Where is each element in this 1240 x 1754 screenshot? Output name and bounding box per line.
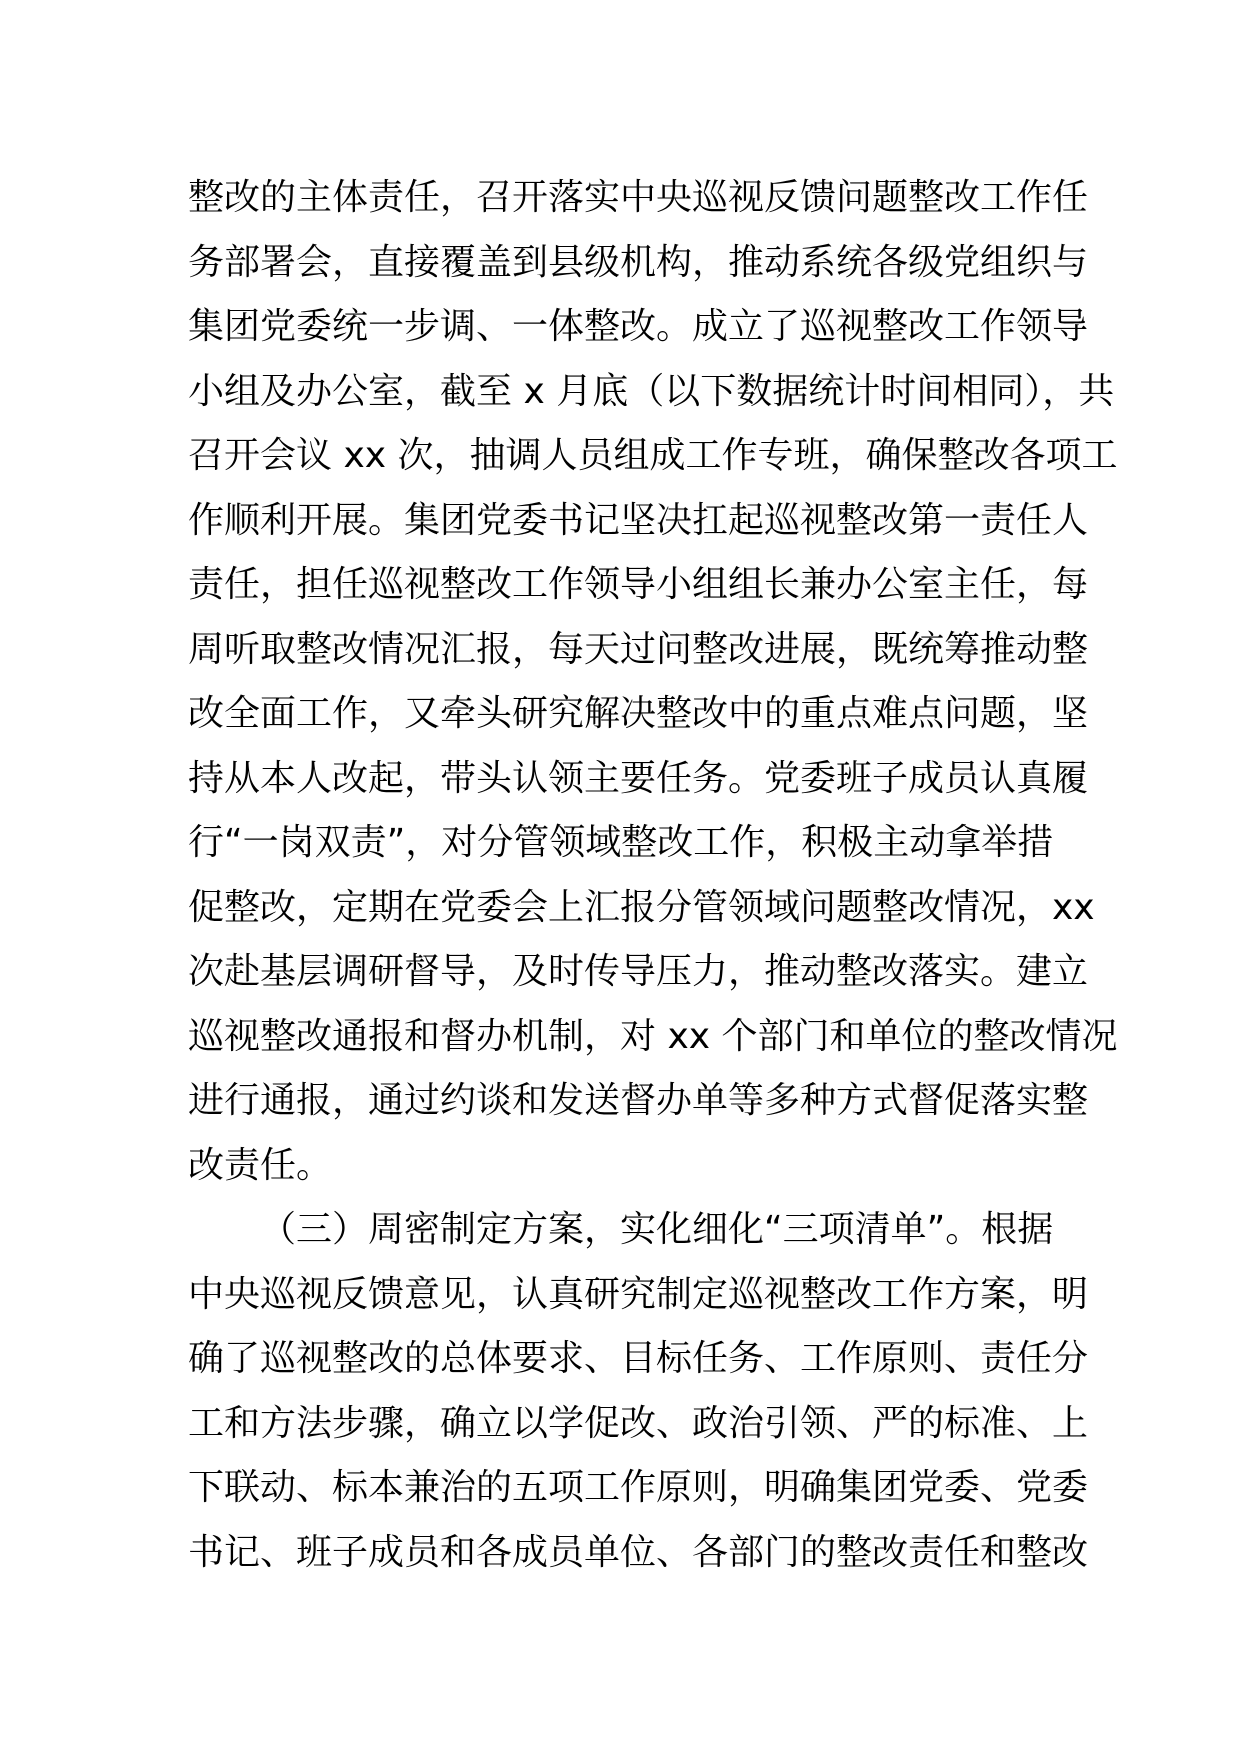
text-line: 小组及办公室，截至 x 月底（以下数据统计时间相同），共 <box>188 370 1115 412</box>
text-line: 改责任。 <box>188 1144 333 1186</box>
text-line: 中央巡视反馈意见，认真研究制定巡视整改工作方案，明 <box>188 1273 1089 1315</box>
text-line: 作顺利开展。集团党委书记坚决扛起巡视整改第一责任人 <box>188 499 1089 541</box>
text-line: 行“一岗双责”，对分管领域整改工作，积极主动拿举措 <box>188 822 1054 863</box>
text-line: 进行通报，通过约谈和发送督办单等多种方式督促落实整 <box>188 1080 1089 1121</box>
section-heading-line: （三）周密制定方案，实化细化“三项清单”。根据 <box>260 1209 1054 1250</box>
text-line: 促整改，定期在党委会上汇报分管领域问题整改情况，xx <box>188 886 1095 928</box>
text-line: 务部署会，直接覆盖到县级机构，推动系统各级党组织与 <box>188 241 1089 283</box>
text-line: 巡视整改通报和督办机制，对 xx 个部门和单位的整改情况 <box>188 1015 1118 1057</box>
text-line: 召开会议 xx 次，抽调人员组成工作专班，确保整改各项工 <box>188 435 1118 476</box>
text-line: 次赴基层调研督导，及时传导压力，推动整改落实。建立 <box>188 951 1089 992</box>
body-text <box>188 166 1118 1585</box>
text-line: 责任，担任巡视整改工作领导小组组长兼办公室主任，每 <box>188 564 1089 605</box>
text-line: 整改的主体责任，召开落实中央巡视反馈问题整改工作任 <box>188 177 1089 218</box>
text-line: 工和方法步骤，确立以学促改、政治引领、严的标准、上 <box>188 1402 1089 1444</box>
text-line: 周听取整改情况汇报，每天过问整改进展，既统筹推动整 <box>188 628 1089 670</box>
text-line: 书记、班子成员和各成员单位、各部门的整改责任和整改 <box>188 1531 1089 1573</box>
text-line: 改全面工作，又牵头研究解决整改中的重点难点问题，坚 <box>188 693 1089 734</box>
text-line: 持从本人改起，带头认领主要任务。党委班子成员认真履 <box>188 757 1089 799</box>
text-line: 下联动、标本兼治的五项工作原则，明确集团党委、党委 <box>188 1467 1089 1508</box>
text-line: 确了巡视整改的总体要求、目标任务、工作原则、责任分 <box>188 1338 1089 1379</box>
text-line: 集团党委统一步调、一体整改。成立了巡视整改工作领导 <box>188 306 1089 347</box>
